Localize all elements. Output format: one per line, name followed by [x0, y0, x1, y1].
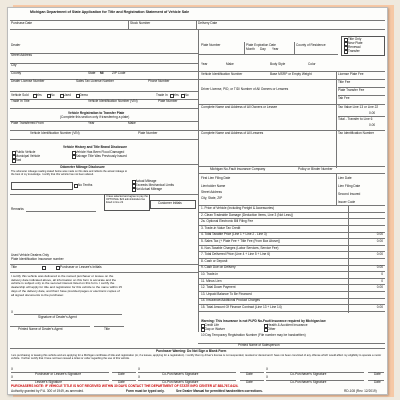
- exceeds-limits-label: Exceeds Mechanical Limits: [135, 183, 174, 187]
- calc-line-value[interactable]: 0.00: [376, 305, 383, 309]
- transfer-label: Transfer: [348, 48, 360, 53]
- zip-label: ZIP Code: [112, 71, 126, 75]
- delivery-date-label: Delivery Date: [198, 21, 218, 25]
- dealer-title-label: Title: [104, 327, 110, 331]
- title-application-form: [7, 7, 388, 395]
- calc-line-label: 15. Total Amount Of Finance Contract (Line 13 + Line 14): [201, 305, 282, 309]
- calc-line-value[interactable]: 0: [381, 278, 383, 283]
- title-only-label: Title Only: [348, 36, 362, 41]
- tax-value-label: Tax Value Line 13 or Line 22: [338, 105, 379, 109]
- purchase-date-label: Purchase Date: [11, 21, 33, 25]
- new-plate-label: New Plate: [348, 40, 363, 45]
- lien-street-label: Street Address: [201, 190, 222, 194]
- transfer-total-amount: 0.00: [369, 123, 376, 127]
- dealer-label: Dealer: [11, 43, 21, 47]
- second-lien-date-label: Lien Filing Date: [338, 184, 361, 188]
- plate-month-label: Month: [246, 47, 255, 51]
- trade-in-vin-label: Vehicle Identification Number (VIN): [88, 99, 138, 103]
- first-lien-date-label: First Lien Filing Date: [201, 176, 231, 180]
- history-header: Vehicle History and Title Brand Disclosure: [63, 145, 128, 149]
- vehicle-year-label: Year: [201, 62, 208, 66]
- plate-year-label: Year: [272, 47, 279, 51]
- calc-line-label: 2. Clean Tradeable Damage (Deduction Items, Line 3 (Not Less)): [201, 212, 293, 217]
- date-label: Date: [118, 372, 125, 376]
- purchaser-initials-label: Purchaser or Lessee's Initials: [60, 265, 102, 269]
- signature-x-mark: X: [11, 375, 14, 379]
- calc-line-value[interactable]: 0.00: [376, 285, 383, 290]
- registration-transfer-note: (Complete this section only if transferring a plate): [60, 115, 130, 119]
- calc-line-label: 11. Minus Lien: [201, 278, 222, 283]
- owner-name-label: Complete Name and Address of All Owners or Lessee: [201, 105, 278, 109]
- calc-line-rule: [198, 271, 385, 272]
- trade-in-title-label: Trade In Title: [11, 99, 30, 103]
- signature-label: Co-Purchaser's Signature: [162, 380, 199, 384]
- plate-transferred-from-label: Plate Transferred From: [11, 121, 44, 125]
- vehicle-sold-yes-label: Yes: [36, 93, 42, 97]
- used-vehicle-dealers-label: Used Vehicle Dealers Only: [11, 253, 49, 257]
- trade-in-label: Trade In: [156, 93, 168, 97]
- calc-line-label: 6. Non-Taxable Charges (Labor Services, Service Fee): [201, 245, 279, 250]
- calc-line-label: 9. Cash Due on Delivery: [201, 265, 236, 270]
- calc-line-label: 2a. Optional Electronic Bill Filing Fee: [201, 219, 254, 224]
- salvage-title-label: Salvage Title Was Previously Issued: [75, 154, 127, 158]
- tax-id-label: Tax Identification Number: [338, 131, 374, 135]
- insurance-company-label: Michigan No-Fault Insurance Company: [210, 167, 266, 171]
- signature-label: Co-Purchaser's Signature: [290, 372, 327, 376]
- transfer-year-label: Year: [88, 121, 95, 125]
- signature-label: Purchaser or Lessee's Signature: [35, 372, 82, 376]
- policy-number-label: Policy or Binder Number: [298, 167, 333, 171]
- county-label: County: [11, 71, 22, 75]
- vehicle-color-label: Color: [308, 62, 316, 66]
- signature-x-mark: X: [138, 375, 141, 379]
- signature-label: Co-Purchaser's Signature: [290, 380, 327, 384]
- buyer-id-label: Driver License, PID, or TID/ Number of All Owners or Lessees: [201, 87, 289, 91]
- transfer-vin-label: Vehicle Identification Number (VIN): [30, 131, 80, 135]
- signature-x-mark: X: [138, 367, 141, 371]
- calc-line-label: 4. Total Taxable Price (Line 1 + Line 2 - Line 3): [201, 232, 267, 237]
- registration-transfer-header: Vehicle Registration to Transfer Plate: [68, 111, 125, 115]
- municipal-vehicle-label: Municipal Vehicle: [15, 154, 41, 158]
- transfer-total-label: Total - Transfer to Line 6: [338, 117, 373, 121]
- signature-label: Co-Purchaser's Signature: [162, 372, 199, 376]
- health-insurance-label: Health & Accident Insurance: [267, 323, 308, 327]
- dealer-printed-name-label: Printed Name of Dealer's Agent: [18, 327, 63, 331]
- plate-day-label: Day: [260, 47, 266, 51]
- other-insurance-label: Other: [267, 327, 276, 331]
- street-address-label: Street Address: [11, 53, 32, 57]
- actual-mileage-label: Actual Mileage: [135, 179, 157, 183]
- salesperson-name-label: Printed Name of Salesperson: [238, 343, 280, 347]
- purchaser-warning-header: Purchaser Warning: Do Not Sign a Blank Form: [156, 349, 227, 353]
- vehicle-sold-label: Vehicle Sold: [11, 93, 29, 97]
- body-style-label: Body Style: [270, 62, 286, 66]
- calc-line-value[interactable]: 0: [381, 272, 383, 276]
- phone-number-label: Phone Number: [148, 79, 170, 83]
- taxi-label: Taxi: [15, 158, 22, 162]
- calc-line-rule: [198, 278, 385, 279]
- renewal-label: Renewal: [348, 44, 361, 49]
- date-label: Date: [246, 372, 253, 376]
- demo-label: Demo: [79, 93, 89, 97]
- calc-line-label: 10. Trade-in: [201, 272, 219, 276]
- trade-in-plate-label: Plate Number: [158, 99, 178, 103]
- vehicle-make-label: Make: [226, 62, 234, 66]
- calc-line-label: 1. Price of Vehicle (Including Freight & Accessories): [201, 206, 274, 210]
- transfer-plate-label: Plate Number: [138, 131, 158, 135]
- calc-line-label: 13. Unpaid Balance To Be Financed: [201, 291, 252, 296]
- calc-line-label: 8. Cash or Deposit: [201, 258, 228, 263]
- vehicle-sold-no-label: No: [50, 93, 55, 97]
- license-plate-fee-label: License Plate Fee: [338, 72, 364, 76]
- used-label: Used: [63, 93, 71, 97]
- state-label: State: [88, 71, 96, 75]
- public-vehicle-label: Public Vehicle: [15, 150, 36, 154]
- title-checkbox[interactable]: [42, 266, 46, 270]
- not-actual-label: Not Actual Mileage: [135, 187, 163, 191]
- dealer-certification: I certify this vehicle was delivered to the named purchaser or lessee on the delivery date indicated above, all information on this form is accurate and the vehicle is subject only to the secured interest listed on this form. I certify the dealership will apply for title and registration for this vehicle to the name within 15 days of the delivery date, and that I have provided pages or electronic copies of all signed documents to the purchaser.: [11, 274, 122, 297]
- remarks-label: Remarks: [11, 207, 24, 211]
- issuer-code-label: Issuer Code: [338, 200, 356, 204]
- odometer-reading-field[interactable]: [11, 182, 73, 190]
- no-tenths-label: No Tenths: [78, 183, 93, 187]
- odometer-statement: The odometer mileage reading stated below was made on this date and reflects the actual mileage to the best of my knowledge. I certify that this vehicle has not been altered.: [11, 170, 128, 177]
- plate-number-label: Plate Number: [201, 43, 221, 47]
- dealer-signature-label: Signature of Dealer's Agent: [38, 315, 77, 319]
- signature-x-mark: X: [266, 375, 269, 379]
- date-label: Date: [374, 380, 381, 384]
- second-insured-label: Second Insured: [338, 192, 361, 196]
- calc-line-label: 5. Sales Tax (+ Plate Fee + Title Fee (From Box Above)): [201, 239, 281, 243]
- temp-registration-label: 10 Day Temporary Registration Number (File number may be handwritten): [201, 333, 306, 337]
- msrp-label: Base MSRP or Empty Weight: [270, 72, 312, 76]
- signature-x-mark: X: [266, 367, 269, 371]
- optional-fee-note: I have selected and agree to pay the OPTIONAL $24 administrative fee listed in line 22: [106, 195, 148, 204]
- calc-line-value[interactable]: 0.00: [376, 252, 383, 257]
- date-label: Date: [246, 380, 253, 384]
- lessee-name-label: Complete Name and Address of All Lessees: [201, 131, 264, 135]
- credit-life-label: Credit Life: [204, 323, 220, 327]
- trade-in-no-label: No: [184, 93, 189, 97]
- calc-value-divider: [348, 205, 349, 313]
- insurance-warning: Warning: This Insurance is not PLPD No-Fault Insurance required by Michigan law: [201, 319, 326, 323]
- tab-fee-label: Tab Fee: [338, 96, 350, 100]
- form-code: RD-108 (Rev. 12/2019): [344, 388, 377, 393]
- calc-line-value[interactable]: 0.00: [376, 232, 383, 237]
- date-label: Date: [374, 372, 381, 376]
- lienholder-name-label: Lienholder Name: [201, 184, 226, 188]
- stock-number-label: Stock Number: [130, 21, 151, 25]
- calc-line-label: 14. Insurance/Additional Product Charges: [201, 298, 261, 303]
- customer-initials-label: Customer Initials: [158, 201, 182, 205]
- typed-only-note: Form must be typed only.: [126, 388, 165, 393]
- dealer-license-label: Dealer License Number: [11, 79, 45, 83]
- transfer-make-label: Make: [128, 121, 136, 125]
- dealer-manual-note: See Dealer Manual for permitted handwritten corrections.: [176, 388, 263, 393]
- tax-value-amount: 0.00: [369, 111, 376, 115]
- flood-damaged-label: Vehicle Has Been Flood Damaged: [75, 150, 125, 154]
- calc-line-value[interactable]: 0.00: [376, 239, 383, 243]
- signature-x-mark: X: [11, 367, 14, 371]
- gap-waiver-label: Gap or Waiver: [204, 327, 225, 331]
- title-fee-label: Title Fee: [338, 80, 351, 84]
- calc-line-label: 3. Trade-in Value Tax Credit: [201, 225, 241, 230]
- title-notice: PURCHASERS NOTE: IF VEHICLE TITLE IS NOT RECEIVED WITHIN 30 DAYS CONTACT THE DEPARTMENT OF STATE INFO CENTER AT 888-767-6424.: [11, 384, 239, 388]
- lien-city-label: City, State, ZIP: [201, 196, 223, 200]
- lien-date-label: Lien Date: [338, 176, 352, 180]
- plate-insurance-number-label: Plate Identification Insurance number: [11, 257, 64, 261]
- plate-transfer-fee-label: Plate Transfer Fee: [338, 88, 365, 92]
- date-label: Date: [118, 380, 125, 384]
- signature-label: Lessee's Signature: [35, 380, 63, 384]
- county-residence-label: County of Residence: [296, 43, 326, 47]
- calc-line-label: 7. Total Delivered Price (Line 4 + Line 5 + Line 6): [201, 252, 271, 257]
- calc-line-value[interactable]: 0.00: [376, 265, 383, 270]
- vin-label: Vehicle Identification Number: [201, 72, 243, 76]
- dealer-x-mark: X: [11, 310, 14, 314]
- rollover-label: Title: [11, 265, 17, 269]
- purchaser-statement: I am purchasing or leasing this vehicle and am applying for a Michigan certificate of title and registration (or, if a lessee, applying for a registration). I certify that my driver's license is not suspended, revoked or denied and I have not been convicted of any offense which would affect my eligibility to operate a motor vehicle. I further certify that I have not been issued a ticket or order regarding the use of this vehicle.: [11, 354, 382, 361]
- city-label: City: [11, 63, 17, 67]
- odometer-header: Odometer Mileage Disclosure: [60, 165, 105, 169]
- sales-tax-license-label: Sales Tax License Number: [76, 79, 114, 83]
- trade-in-yes-label: Yes: [173, 93, 179, 97]
- state-value: MI: [100, 71, 104, 75]
- plate-expiration-label: Plate Expiration Date: [246, 43, 276, 47]
- form-title: Michigan Department of State Application for Title and Registration Statement of Vehicle Sale: [30, 10, 190, 14]
- calc-line-label: 12. Total Down Payment: [201, 285, 236, 290]
- authority-statement: Authority granted by P.A. 300 of 1949, as amended.: [11, 388, 84, 393]
- calc-line-rule: [198, 311, 385, 312]
- purchaser-initials-checkbox[interactable]: [56, 266, 60, 270]
